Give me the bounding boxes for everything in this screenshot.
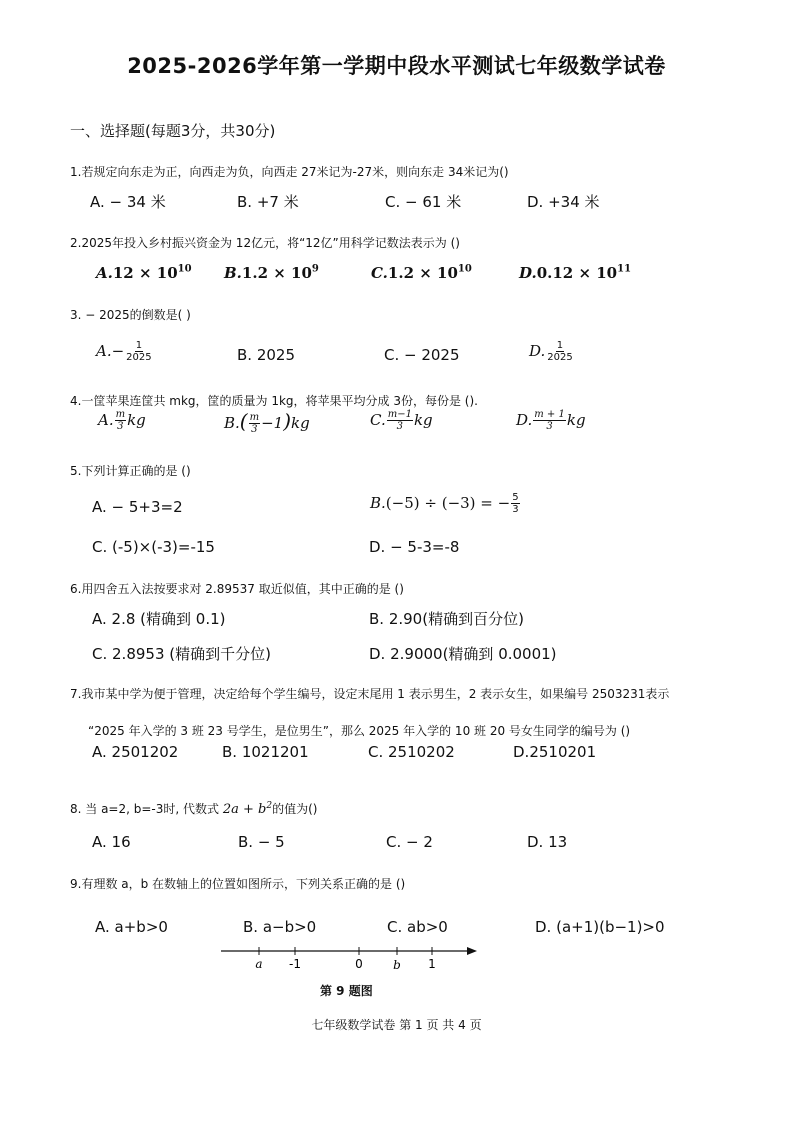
- q7-stem-line1: 7.我市某中学为便于管理，决定给每个学生编号，设定末尾用 1 表示男生，2 表示女生，如果编号 2503231表示: [70, 687, 670, 701]
- q6-stem: 6.用四舍五入法按要求对 2.89537 取近似值，其中正确的是 (): [70, 582, 404, 596]
- q9-stem: 9.有理数 a，b 在数轴上的位置如图所示，下列关系正确的是 (): [70, 877, 406, 891]
- q1-option-b: B. +7 米: [237, 193, 299, 211]
- q8-option-b: B. − 5: [238, 833, 285, 851]
- figure-caption: 第 9 题图: [320, 984, 373, 998]
- q8-stem: 8. 当 a=2, b=-3时, 代数式 $2a + b^2$的值为(): [70, 801, 318, 817]
- q4-option-a: A. $\frac{m}{3}$ kg: [98, 409, 146, 432]
- q4-option-c: C. $\frac{m-1}{3}$ kg: [370, 409, 433, 432]
- label-a: a: [255, 957, 263, 971]
- q5-option-a: A. − 5+3=2: [92, 498, 183, 516]
- q8-option-d: D. 13: [527, 833, 568, 851]
- q4-option-d: D. $\frac{m + 1}{3}$ kg: [516, 409, 586, 432]
- q9-option-d: D. (a+1)(b−1)>0: [535, 918, 665, 936]
- label-minus-1: -1: [289, 957, 301, 971]
- q6-option-c: C. 2.8953 (精确到千分位): [92, 645, 271, 663]
- q2-option-c: $C.1.2 \times 10^{10}$: [371, 263, 472, 282]
- page-footer: 七年级数学试卷 第 1 页 共 4 页: [311, 1018, 482, 1032]
- q4-stem: 4.一筐苹果连筐共 mkg，筐的质量为 1kg，将苹果平均分成 3份，每份是 ().: [70, 394, 478, 408]
- q5-option-d: D. − 5-3=-8: [369, 538, 460, 556]
- q3-option-d: D. $\frac{1}{2025}$: [529, 340, 573, 363]
- q8-option-a: A. 16: [92, 833, 131, 851]
- q5-option-b: B.(−5) ÷ (−3) = − $\frac{5}{3}$: [370, 492, 519, 515]
- q6-option-a: A. 2.8 (精确到 0.1): [92, 610, 226, 628]
- label-1: 1: [428, 957, 436, 971]
- q7-option-a: A. 2501202: [92, 743, 179, 761]
- q2-option-d: $D.0.12 \times 10^{11}$: [519, 263, 632, 282]
- number-line-arrow: [467, 947, 477, 955]
- q9-option-c: C. ab>0: [387, 918, 448, 936]
- q7-option-c: C. 2510202: [368, 743, 455, 761]
- q1-stem: 1.若规定向东走为正，向西走为负，向西走 27米记为-27米，则向东走 34米记为(): [70, 165, 509, 179]
- q3-option-c: C. − 2025: [384, 346, 460, 364]
- q2-stem: 2.2025年投入乡村振兴资金为 12亿元，将“12亿”用科学记数法表示为 (): [70, 236, 460, 250]
- q5-option-c: C. (-5)×(-3)=-15: [92, 538, 215, 556]
- q7-option-b: B. 1021201: [222, 743, 309, 761]
- q1-option-d: D. +34 米: [527, 193, 600, 211]
- q1-option-a: A. − 34 米: [90, 193, 166, 211]
- q9-option-a: A. a+b>0: [95, 918, 168, 936]
- q2-option-a: $A.12 \times 10^{10}$: [96, 263, 192, 282]
- q5-stem: 5.下列计算正确的是 (): [70, 464, 191, 478]
- q3-option-b: B. 2025: [237, 346, 296, 364]
- page-title: 2025-2026学年第一学期中段水平测试七年级数学试卷: [127, 54, 666, 78]
- section-heading: 一、选择题(每题3分，共30分): [70, 122, 276, 140]
- q7-stem-line2: “2025 年入学的 3 班 23 号学生，是位男生”，那么 2025 年入学的 10 班 20 号女生同学的编号为 (): [88, 724, 631, 738]
- q4-option-b: B.( $\frac{m}{3}$ −1)kg: [224, 409, 310, 435]
- q6-option-b: B. 2.90(精确到百分位): [369, 610, 524, 628]
- label-b: b: [393, 958, 401, 972]
- q8-option-c: C. − 2: [386, 833, 433, 851]
- q2-option-b: $B.1.2 \times 10^9$: [224, 263, 319, 282]
- q1-option-c: C. − 61 米: [385, 193, 462, 211]
- number-line-figure: [215, 938, 485, 972]
- q3-stem: 3. − 2025的倒数是( ): [70, 308, 191, 322]
- label-0: 0: [355, 957, 363, 971]
- q3-option-a: A.− $\frac{1}{2025}$: [96, 340, 152, 363]
- q9-option-b: B. a−b>0: [243, 918, 317, 936]
- q7-option-d: D.2510201: [513, 743, 597, 761]
- q6-option-d: D. 2.9000(精确到 0.0001): [369, 645, 557, 663]
